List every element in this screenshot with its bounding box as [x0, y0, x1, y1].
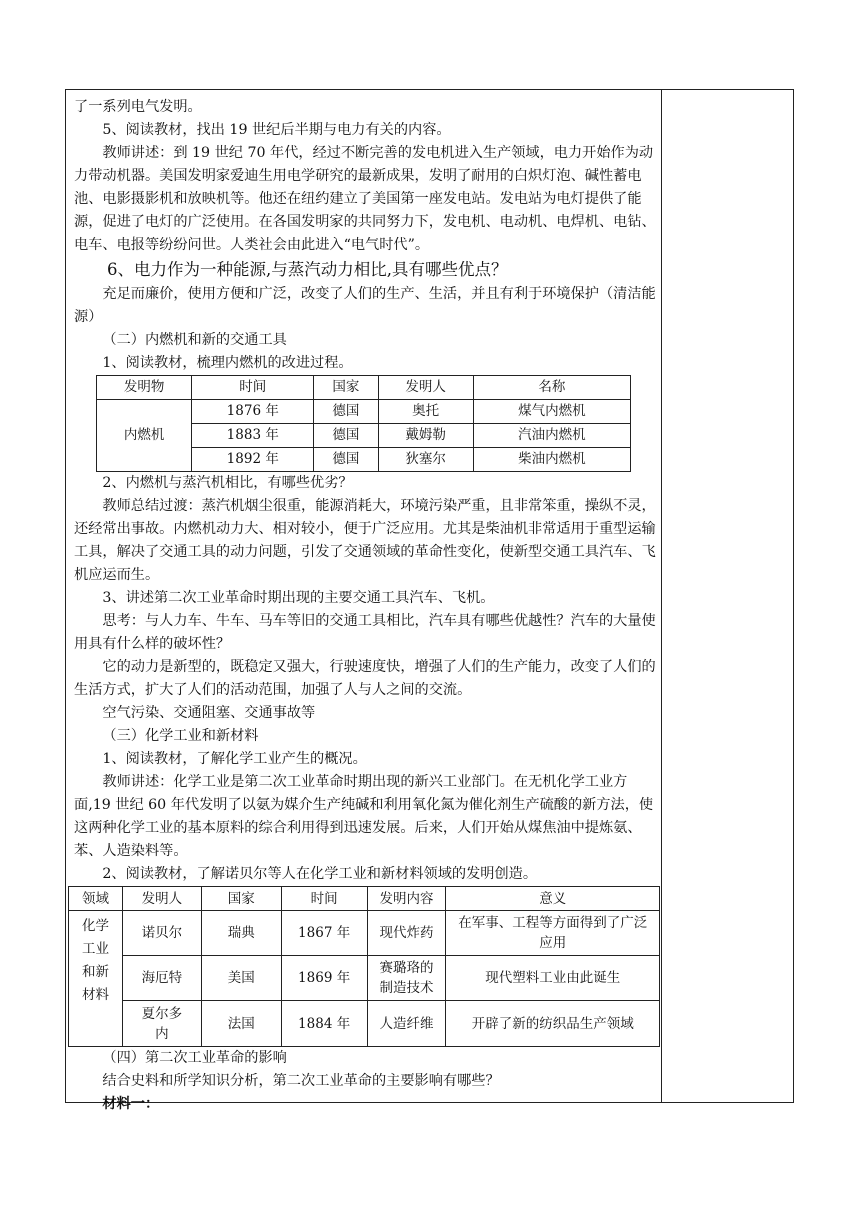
paragraph: 1、阅读教材，梳理内燃机的改进过程。 — [102, 355, 353, 371]
content-column — [74, 96, 658, 1116]
table-cell: 1867 年 — [281, 911, 367, 956]
table-cell: 诺贝尔 — [122, 911, 201, 956]
table-cell: 德国 — [314, 424, 378, 448]
table-cell: 法国 — [201, 1001, 281, 1047]
table-row — [69, 911, 660, 956]
table-cell: 在军事、工程等方面得到了广泛应用 — [446, 911, 660, 956]
section-heading: （三）化学工业和新材料 — [102, 728, 259, 744]
table-cell: 1883 年 — [192, 424, 314, 448]
table-row — [97, 400, 631, 424]
table-cell: 现代炸药 — [367, 911, 446, 956]
header-cell: 领域 — [69, 887, 123, 911]
table-header-row — [69, 887, 660, 911]
header-cell: 意义 — [446, 887, 660, 911]
header-cell: 国家 — [201, 887, 281, 911]
table-header-row — [97, 376, 631, 400]
group-cell: 内燃机 — [97, 400, 192, 472]
question-heading: 6、电力作为一种能源,与蒸汽动力相比,具有哪些优点？ — [107, 260, 508, 279]
table-cell: 德国 — [314, 400, 378, 424]
header-cell: 名称 — [473, 376, 630, 400]
group-cell: 化学工业和新材料 — [69, 911, 123, 1047]
table-cell: 现代塑料工业由此诞生 — [446, 956, 660, 1001]
table-cell: 奥托 — [378, 400, 473, 424]
table-cell: 美国 — [201, 956, 281, 1001]
table-cell: 煤气内燃机 — [473, 400, 630, 424]
header-cell: 发明人 — [122, 887, 201, 911]
paragraph: 思考：与人力车、牛车、马车等旧的交通工具相比，汽车具有哪些优越性？汽车的大量使用具有什么样的破坏性？ — [74, 613, 656, 652]
table-cell: 1884 年 — [281, 1001, 367, 1047]
table-cell: 赛璐珞的制造技术 — [367, 956, 446, 1001]
header-cell: 时间 — [281, 887, 367, 911]
header-cell: 发明内容 — [367, 887, 446, 911]
paragraph: 2、阅读教材，了解诺贝尔等人在化学工业和新材料领域的发明创造。 — [102, 866, 538, 882]
header-cell: 国家 — [314, 376, 378, 400]
table-row — [69, 1001, 660, 1047]
header-cell: 发明物 — [97, 376, 192, 400]
table-cell: 戴姆勒 — [378, 424, 473, 448]
header-cell: 发明人 — [378, 376, 473, 400]
section-heading: （二）内燃机和新的交通工具 — [102, 332, 287, 348]
table-cell: 1876 年 — [192, 400, 314, 424]
paragraph: 3、讲述第二次工业革命时期出现的主要交通工具汽车、飞机。 — [102, 590, 495, 606]
chemistry-table — [68, 886, 660, 1047]
table-cell: 瑞典 — [201, 911, 281, 956]
table-cell: 汽油内燃机 — [473, 424, 630, 448]
table-cell: 1869 年 — [281, 956, 367, 1001]
table-row — [69, 956, 660, 1001]
table-cell: 海厄特 — [122, 956, 201, 1001]
table-cell: 夏尔多内 — [122, 1001, 201, 1047]
header-cell: 时间 — [192, 376, 314, 400]
paragraph: 充足而廉价，使用方便和广泛，改变了人们的生产、生活，并且有利于环境保护（清洁能源） — [74, 286, 656, 325]
paragraph: 2、内燃机与蒸汽机相比，有哪些优劣？ — [102, 475, 353, 491]
paragraph: 结合史料和所学知识分析，第二次工业革命的主要影响有哪些？ — [102, 1073, 500, 1089]
section-heading: （四）第二次工业革命的影响 — [102, 1050, 287, 1066]
paragraph: 空气污染、交通阻塞、交通事故等 — [102, 705, 316, 721]
table-cell: 人造纤维 — [367, 1001, 446, 1047]
paragraph: 教师总结过渡：蒸汽机烟尘很重，能源消耗大，环境污染严重，且非常笨重，操纵不灵，还经常出事故。内燃机动力大、相对较小，便于广泛应用。尤其是柴油机非常适用于重型运输工具，解决了交通工具的动力问题，引发了交通领域的革命性变化，使新型交通工具汽车、飞机应运而生。 — [74, 498, 656, 583]
table-cell: 1892 年 — [192, 448, 314, 472]
paragraph: 了一系列电气发明。 — [74, 99, 202, 115]
paragraph: 1、阅读教材，了解化学工业产生的概况。 — [102, 751, 367, 767]
column-divider — [661, 89, 662, 1103]
table-cell: 狄塞尔 — [378, 448, 473, 472]
engine-table — [96, 375, 631, 472]
paragraph: 5、阅读教材，找出 19 世纪后半期与电力有关的内容。 — [102, 122, 451, 138]
paragraph: 教师讲述：到 19 世纪 70 年代，经过不断完善的发电机进入生产领域，电力开始作为动力带动机器。美国发明家爱迪生用电学研究的最新成果，发明了耐用的白炽灯泡、碱性蓄电池、电影摄影机和放映机等。他还在纽约建立了美国第一座发电站。发电站为电灯提供了能源，促进了电灯的广泛使用。在各国发明家的共同努力下，发电机、电动机、电焊机、电钻、电车、电报等纷纷问世。人类社会由此进入“电气时代”。 — [74, 145, 656, 253]
material-label: 材料一： — [102, 1096, 160, 1112]
table-cell: 开辟了新的纺织品生产领域 — [446, 1001, 660, 1047]
paragraph: 它的动力是新型的，既稳定又强大，行驶速度快，增强了人们的生产能力，改变了人们的生活方式，扩大了人们的活动范围，加强了人与人之间的交流。 — [74, 659, 656, 698]
table-cell: 柴油内燃机 — [473, 448, 630, 472]
table-cell: 德国 — [314, 448, 378, 472]
paragraph: 教师讲述：化学工业是第二次工业革命时期出现的新兴工业部门。在无机化学工业方面,19 世纪 60 年代发明了以氨为媒介生产纯碱和利用氧化氮为催化剂生产硫酸的新方法，使这两种化学工业的基本原料的综合利用得到迅速发展。后来，人们开始从煤焦油中提炼氨、苯、人造染料等。 — [74, 774, 654, 859]
